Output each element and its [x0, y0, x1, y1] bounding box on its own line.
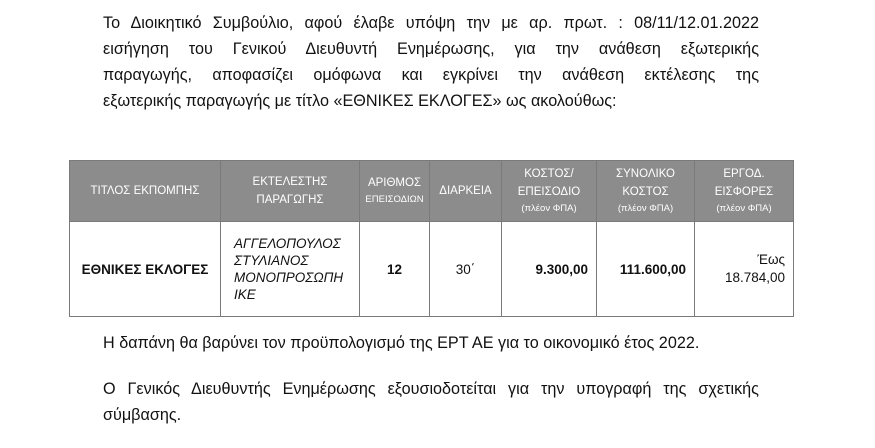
intro-line-1: Το Διοικητικό Συμβούλιο, αφού έλαβε υπόψη την με αρ. πρωτ. : 08/11/12.01.2022 — [103, 14, 759, 32]
header-title: ΤΙΤΛΟΣ ΕΚΠΟΜΠΗΣ — [70, 161, 221, 222]
production-table — [69, 160, 794, 317]
table-row — [70, 222, 794, 317]
intro-paragraph — [103, 10, 759, 114]
cell-duration: 30΄ — [430, 222, 502, 317]
header-employer-contributions: ΕΡΓΟΔ. ΕΙΣΦΟΡΕΣ (πλέον ΦΠΑ) — [695, 161, 794, 222]
authorization-line-2: σύμβασης. — [103, 406, 182, 424]
cell-episodes: 12 — [360, 222, 430, 317]
header-duration: ΔΙΑΡΚΕΙΑ — [430, 161, 502, 222]
cell-producer: ΑΓΓΕΛΟΠΟΥΛΟΣ ΣΤΥΛΙΑΝΟΣ ΜΟΝΟΠΡΟΣΩΠΗ ΙΚΕ — [221, 222, 360, 317]
budget-paragraph — [103, 330, 759, 356]
header-cost-per-episode: ΚΟΣΤΟΣ/ ΕΠΕΙΣΟΔΙΟ (πλέον ΦΠΑ) — [502, 161, 597, 222]
table-header-row — [70, 161, 794, 222]
cell-total-cost: 111.600,00 — [597, 222, 695, 317]
intro-line-2: εισήγηση του Γενικού Διευθυντή Ενημέρωσης, για την ανάθεση εξωτερικής — [103, 40, 759, 58]
cell-cost-per-episode: 9.300,00 — [502, 222, 597, 317]
header-episodes: ΑΡΙΘΜΟΣ ΕΠΕΙΣΟΔΙΩΝ — [360, 161, 430, 222]
authorization-line-1: Ο Γενικός Διευθυντής Ενημέρωσης εξουσιοδοτείται για την υπογραφή της σχετικής — [103, 380, 759, 398]
header-total-cost: ΣΥΝΟΛΙΚΟ ΚΟΣΤΟΣ (πλέον ΦΠΑ) — [597, 161, 695, 222]
intro-line-3: παραγωγής, αποφασίζει ομόφωνα και εγκρίνει την ανάθεση εκτέλεσης της — [103, 66, 759, 84]
header-producer: ΕΚΤΕΛΕΣΤΗΣ ΠΑΡΑΓΩΓΗΣ — [221, 161, 360, 222]
cell-employer-contributions: Έως 18.784,00 — [695, 222, 794, 317]
cell-title: ΕΘΝΙΚΕΣ ΕΚΛΟΓΕΣ — [70, 222, 221, 317]
intro-line-4: εξωτερικής παραγωγής με τίτλο «ΕΘΝΙΚΕΣ ΕΚΛΟΓΕΣ» ως ακολούθως: — [103, 92, 617, 110]
authorization-paragraph — [103, 376, 759, 428]
budget-line: Η δαπάνη θα βαρύνει τον προϋπολογισμό της ΕΡΤ ΑΕ για το οικονομικό έτος 2022. — [103, 334, 700, 352]
